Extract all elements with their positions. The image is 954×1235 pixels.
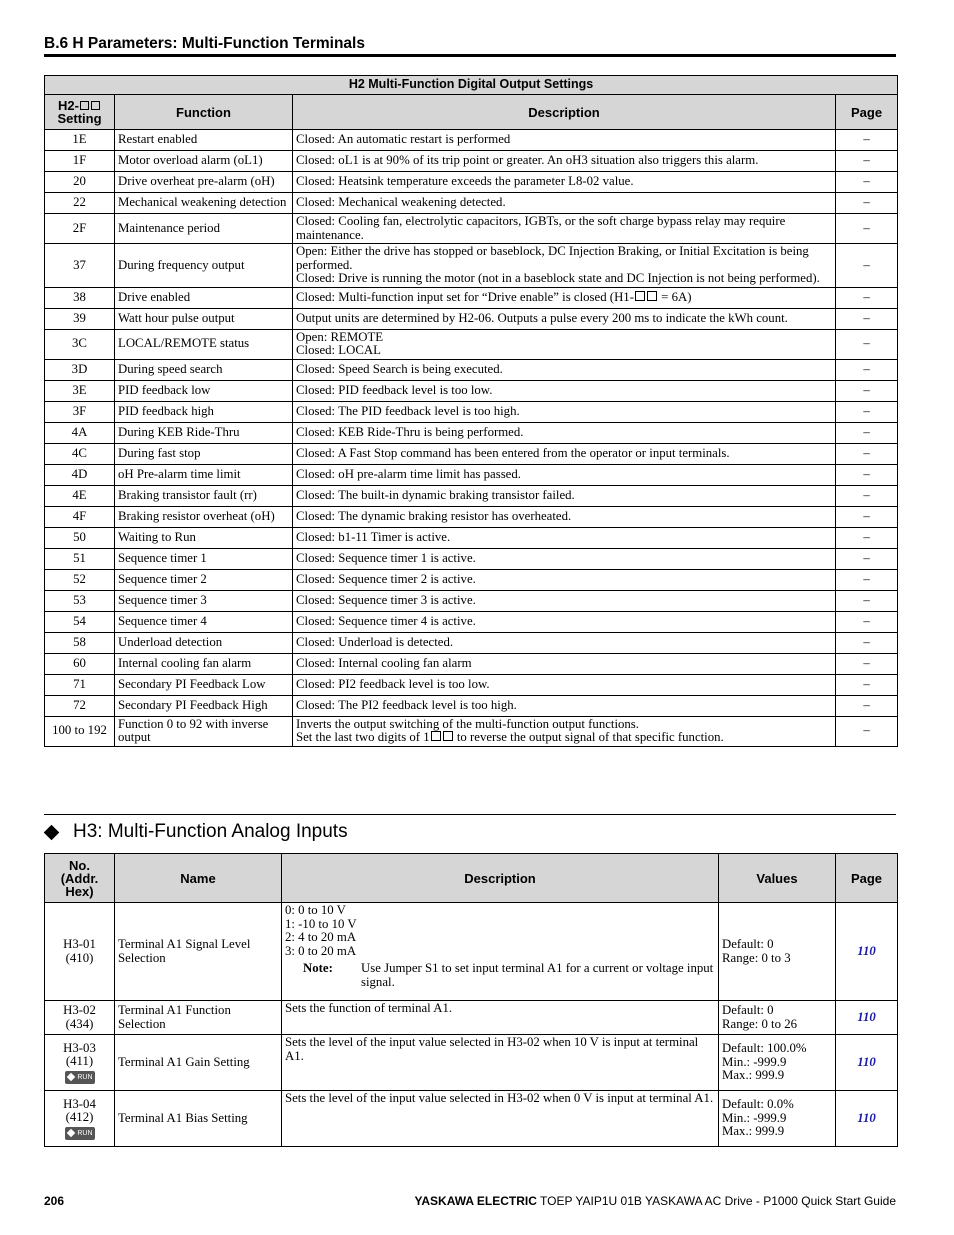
description-cell	[293, 422, 836, 443]
param-address: (412)	[65, 1110, 94, 1124]
description-line: 3: 0 to 20 mA	[285, 943, 357, 958]
function-cell: Drive enabled	[115, 287, 293, 308]
description-text: Closed: KEB Ride-Thru is being performed.	[296, 424, 524, 439]
description-text-2: Closed: LOCAL	[296, 343, 381, 357]
description-line: 1: -10 to 10 V	[285, 916, 357, 931]
page-number: 206	[44, 1194, 65, 1208]
function-cell: Function 0 to 92 with inverse output	[115, 716, 293, 746]
page-cell: –	[836, 329, 898, 359]
description-text: Closed: Cooling fan, electrolytic capacitors, IGBTs, or the soft charge bypass relay may require maintenance.	[296, 214, 786, 242]
setting-cell: 2F	[45, 214, 115, 244]
page-cell: –	[836, 443, 898, 464]
param-name-cell: Terminal A1 Signal Level Selection	[115, 903, 282, 1001]
setting-cell: 4E	[45, 485, 115, 506]
header-no-addr: No. (Addr. Hex)	[45, 854, 115, 903]
table-row	[45, 903, 898, 1001]
param-address: (434)	[65, 1016, 94, 1031]
setting-cell: 60	[45, 653, 115, 674]
setting-cell: 58	[45, 632, 115, 653]
param-number-cell	[45, 1035, 115, 1091]
value-line: Default: 0.0%	[722, 1097, 794, 1112]
table-row	[45, 716, 898, 746]
description-text: Open: REMOTE	[296, 329, 384, 344]
table-row	[45, 130, 898, 151]
diamond-bullet-icon	[44, 825, 60, 841]
setting-cell: 72	[45, 695, 115, 716]
page-link[interactable]: 110	[836, 1035, 898, 1091]
function-cell: Sequence timer 2	[115, 569, 293, 590]
description-cell	[293, 380, 836, 401]
h3-section-heading	[44, 814, 896, 855]
setting-cell: 100 to 192	[45, 716, 115, 746]
function-cell: Braking transistor fault (rr)	[115, 485, 293, 506]
description-text: Closed: b1-11 Timer is active.	[296, 529, 451, 544]
description-cell	[293, 359, 836, 380]
param-number: H3-01	[63, 937, 96, 951]
page-cell: –	[836, 485, 898, 506]
setting-cell: 3F	[45, 401, 115, 422]
function-cell: Watt hour pulse output	[115, 308, 293, 329]
description-text: Closed: Underload is detected.	[296, 634, 454, 649]
header-setting: H2- Setting	[45, 95, 115, 130]
description-text: Sets the level of the input value selected in H3-02 when 10 V is input at terminal A1.	[285, 1035, 699, 1063]
function-cell: PID feedback low	[115, 380, 293, 401]
section-header	[44, 34, 896, 57]
param-number: H3-04	[63, 1096, 96, 1111]
page-cell: –	[836, 569, 898, 590]
table-row	[45, 506, 898, 527]
page-cell: –	[836, 464, 898, 485]
header-name: Name	[115, 854, 282, 903]
page-footer	[44, 1194, 896, 1210]
value-line: Default: 0	[722, 1003, 774, 1017]
description-cell	[293, 716, 836, 746]
table-row	[45, 287, 898, 308]
page-cell: –	[836, 214, 898, 244]
description-text: Closed: Multi-function input set for “Drive enable” is closed (H1-	[296, 289, 634, 304]
function-cell: Motor overload alarm (oL1)	[115, 151, 293, 172]
table-row	[45, 1035, 898, 1091]
function-cell: Underload detection	[115, 632, 293, 653]
setting-cell: 71	[45, 674, 115, 695]
description-text: Closed: Mechanical weakening detected.	[296, 195, 506, 210]
page-cell: –	[836, 244, 898, 288]
description-cell	[293, 485, 836, 506]
description-cell	[293, 527, 836, 548]
value-line: Min.: -999.9	[722, 1110, 787, 1125]
param-address: (411)	[65, 1054, 94, 1068]
param-address: (410)	[65, 950, 94, 965]
description-text: Closed: The built-in dynamic braking transistor failed.	[296, 487, 575, 502]
setting-cell: 3E	[45, 380, 115, 401]
table-row	[45, 527, 898, 548]
values-cell	[719, 1001, 836, 1035]
function-cell: Sequence timer 3	[115, 590, 293, 611]
page-link[interactable]: 110	[836, 903, 898, 1001]
function-cell: During KEB Ride-Thru	[115, 422, 293, 443]
table-row	[45, 151, 898, 172]
param-number: H3-03	[63, 1040, 96, 1055]
description-text-2: to reverse the output signal of that specific function.	[453, 730, 724, 744]
header-values: Values	[719, 854, 836, 903]
page-cell: –	[836, 653, 898, 674]
description-cell	[293, 130, 836, 151]
setting-cell: 51	[45, 548, 115, 569]
table-row	[45, 422, 898, 443]
description-text: Closed: Sequence timer 3 is active.	[296, 592, 476, 607]
table-row	[45, 611, 898, 632]
param-name-cell: Terminal A1 Function Selection	[115, 1001, 282, 1035]
table-row	[45, 1001, 898, 1035]
page-cell: –	[836, 506, 898, 527]
table-row	[45, 244, 898, 288]
description-text-2: Set the last two digits of 1	[296, 730, 430, 744]
description-cell	[293, 214, 836, 244]
section-header-title: B.6 H Parameters: Multi-Function Terminals	[44, 35, 365, 52]
setting-cell: 4C	[45, 443, 115, 464]
page-cell: –	[836, 401, 898, 422]
table-row	[45, 695, 898, 716]
page-cell: –	[836, 308, 898, 329]
table-row	[45, 569, 898, 590]
page-cell: –	[836, 172, 898, 193]
table-row	[45, 653, 898, 674]
function-cell: PID feedback high	[115, 401, 293, 422]
table-row	[45, 1091, 898, 1147]
description-line: 2: 4 to 20 mA	[285, 930, 357, 944]
table-row	[45, 548, 898, 569]
description-text: Closed: Sequence timer 2 is active.	[296, 571, 476, 586]
setting-cell: 52	[45, 569, 115, 590]
table-row	[45, 359, 898, 380]
description-text: Closed: oL1 is at 90% of its trip point or greater. An oH3 situation also triggers this alarm.	[296, 153, 759, 168]
description-text: Inverts the output switching of the multi-function output functions.	[296, 716, 639, 731]
description-cell	[293, 401, 836, 422]
header-description: Description	[282, 854, 719, 903]
description-text: Closed: Heatsink temperature exceeds the parameter L8-02 value.	[296, 174, 634, 189]
description-text: Closed: A Fast Stop command has been entered from the operator or input terminals.	[296, 445, 730, 460]
page-cell: –	[836, 590, 898, 611]
table-row	[45, 172, 898, 193]
page-cell: –	[836, 716, 898, 746]
function-cell: Waiting to Run	[115, 527, 293, 548]
page-cell: –	[836, 287, 898, 308]
placeholder-box-icon	[431, 731, 441, 741]
table-row	[45, 308, 898, 329]
description-cell	[293, 632, 836, 653]
description-cell	[293, 611, 836, 632]
header-function: Function	[115, 95, 293, 130]
footer-doc-info	[414, 1194, 896, 1208]
table-row	[45, 193, 898, 214]
description-cell	[293, 548, 836, 569]
description-text: Closed: Sequence timer 4 is active.	[296, 613, 476, 628]
setting-cell: 54	[45, 611, 115, 632]
description-line: 0: 0 to 10 V	[285, 903, 346, 917]
placeholder-box-icon	[91, 101, 100, 110]
description-text: Closed: The PI2 feedback level is too high.	[296, 697, 517, 712]
page-cell: –	[836, 151, 898, 172]
values-cell	[719, 903, 836, 1001]
values-cell	[719, 1091, 836, 1147]
footer-brand: YASKAWA ELECTRIC	[414, 1194, 537, 1208]
description-text: Output units are determined by H2-06. Outputs a pulse every 200 ms to indicate the kWh count.	[296, 310, 788, 325]
function-cell: LOCAL/REMOTE status	[115, 329, 293, 359]
description-text: Closed: Speed Search is being executed.	[296, 361, 503, 376]
h2-output-settings-table	[44, 75, 898, 747]
page-cell: –	[836, 527, 898, 548]
page-cell: –	[836, 380, 898, 401]
page-cell: –	[836, 632, 898, 653]
setting-cell: 39	[45, 308, 115, 329]
table-row	[45, 632, 898, 653]
description-text: Sets the function of terminal A1.	[285, 1001, 453, 1015]
values-cell	[719, 1035, 836, 1091]
setting-cell: 1E	[45, 130, 115, 151]
description-cell	[293, 172, 836, 193]
page-cell: –	[836, 422, 898, 443]
function-cell: Internal cooling fan alarm	[115, 653, 293, 674]
description-text: Closed: PID feedback level is too low.	[296, 382, 493, 397]
description-text: Closed: The dynamic braking resistor has overheated.	[296, 508, 572, 523]
setting-cell: 37	[45, 244, 115, 288]
table-row	[45, 380, 898, 401]
header-description: Description	[293, 95, 836, 130]
param-name-cell: Terminal A1 Gain Setting	[115, 1035, 282, 1091]
placeholder-box-icon	[443, 731, 453, 741]
setting-cell: 1F	[45, 151, 115, 172]
value-line: Max.: 999.9	[722, 1124, 785, 1139]
footer-doc-title: TOEP YAIP1U 01B YASKAWA AC Drive - P1000 Quick Start Guide	[536, 1194, 896, 1208]
setting-cell: 3D	[45, 359, 115, 380]
setting-cell: 4D	[45, 464, 115, 485]
page-link[interactable]: 110	[836, 1091, 898, 1147]
description-cell	[293, 569, 836, 590]
page-cell: –	[836, 130, 898, 151]
description-cell	[293, 695, 836, 716]
table-row	[45, 674, 898, 695]
param-name-cell: Terminal A1 Bias Setting	[115, 1091, 282, 1147]
description-text: Closed: Sequence timer 1 is active.	[296, 550, 476, 565]
description-cell	[293, 151, 836, 172]
note	[285, 962, 715, 989]
description-text: Closed: The PID feedback level is too high.	[296, 403, 520, 418]
function-cell: Drive overheat pre-alarm (oH)	[115, 172, 293, 193]
value-line: Range: 0 to 26	[722, 1016, 797, 1031]
description-cell	[293, 590, 836, 611]
description-cell	[293, 193, 836, 214]
function-cell: Sequence timer 4	[115, 611, 293, 632]
value-line: Default: 0	[722, 937, 774, 951]
description-text: Closed: An automatic restart is performed	[296, 132, 511, 147]
h3-analog-inputs-table	[44, 853, 898, 1147]
setting-cell: 4F	[45, 506, 115, 527]
description-cell	[293, 443, 836, 464]
param-number: H3-02	[63, 1003, 96, 1017]
setting-cell: 3C	[45, 329, 115, 359]
placeholder-box-icon	[647, 291, 657, 301]
description-text: Open: Either the drive has stopped or baseblock, DC Injection Braking, or Initial Excitation is being performed.	[296, 244, 809, 272]
description-text-2: Closed: Drive is running the motor (not in a baseblock state and DC Injection is not being performed).	[296, 271, 820, 285]
table-row	[45, 464, 898, 485]
page-cell: –	[836, 359, 898, 380]
description-cell	[293, 329, 836, 359]
value-line: Max.: 999.9	[722, 1068, 785, 1083]
function-cell: During fast stop	[115, 443, 293, 464]
description-cell	[293, 244, 836, 288]
note-text: Use Jumper S1 to set input terminal A1 for a current or voltage input signal.	[361, 961, 714, 989]
function-cell: Secondary PI Feedback High	[115, 695, 293, 716]
description-cell	[293, 287, 836, 308]
function-cell: During speed search	[115, 359, 293, 380]
setting-cell: 53	[45, 590, 115, 611]
description-text: = 6A)	[657, 289, 692, 304]
param-number-cell	[45, 903, 115, 1001]
header-page: Page	[836, 95, 898, 130]
description-text: Closed: PI2 feedback level is too low.	[296, 676, 490, 691]
setting-cell: 38	[45, 287, 115, 308]
description-cell	[293, 464, 836, 485]
page-cell: –	[836, 674, 898, 695]
setting-cell: 22	[45, 193, 115, 214]
description-cell	[282, 1035, 719, 1091]
run-icon: RUN	[65, 1127, 95, 1140]
page-cell: –	[836, 548, 898, 569]
table-row	[45, 590, 898, 611]
description-cell	[293, 506, 836, 527]
page-link[interactable]: 110	[836, 1001, 898, 1035]
description-text: Sets the level of the input value selected in H3-02 when 0 V is input at terminal A1.	[285, 1091, 714, 1105]
description-cell	[293, 674, 836, 695]
function-cell: Mechanical weakening detection	[115, 193, 293, 214]
description-cell	[282, 903, 719, 1001]
header-page: Page	[836, 854, 898, 903]
value-line: Range: 0 to 3	[722, 950, 791, 965]
setting-cell: 20	[45, 172, 115, 193]
description-cell	[282, 1001, 719, 1035]
description-text: Closed: oH pre-alarm time limit has passed.	[296, 466, 521, 481]
function-cell: Sequence timer 1	[115, 548, 293, 569]
value-line: Min.: -999.9	[722, 1054, 787, 1069]
page-cell: –	[836, 611, 898, 632]
table-row	[45, 329, 898, 359]
value-line: Default: 100.0%	[722, 1041, 807, 1056]
table-caption: H2 Multi-Function Digital Output Settings	[45, 76, 898, 95]
table-row	[45, 214, 898, 244]
function-cell: Restart enabled	[115, 130, 293, 151]
run-icon: RUN	[65, 1071, 95, 1084]
placeholder-box-icon	[635, 291, 645, 301]
page-cell: –	[836, 695, 898, 716]
description-cell	[293, 653, 836, 674]
description-cell	[282, 1091, 719, 1147]
h3-section-title: H3: Multi-Function Analog Inputs	[73, 821, 348, 842]
param-number-cell	[45, 1091, 115, 1147]
page-cell: –	[836, 193, 898, 214]
param-number-cell	[45, 1001, 115, 1035]
note-label: Note:	[303, 961, 333, 975]
table-row	[45, 443, 898, 464]
function-cell: Maintenance period	[115, 214, 293, 244]
function-cell: Braking resistor overheat (oH)	[115, 506, 293, 527]
function-cell: During frequency output	[115, 244, 293, 288]
description-cell	[293, 308, 836, 329]
placeholder-box-icon	[80, 101, 89, 110]
table-row	[45, 401, 898, 422]
setting-cell: 4A	[45, 422, 115, 443]
table-row	[45, 485, 898, 506]
function-cell: Secondary PI Feedback Low	[115, 674, 293, 695]
function-cell: oH Pre-alarm time limit	[115, 464, 293, 485]
setting-cell: 50	[45, 527, 115, 548]
description-text: Closed: Internal cooling fan alarm	[296, 655, 472, 670]
